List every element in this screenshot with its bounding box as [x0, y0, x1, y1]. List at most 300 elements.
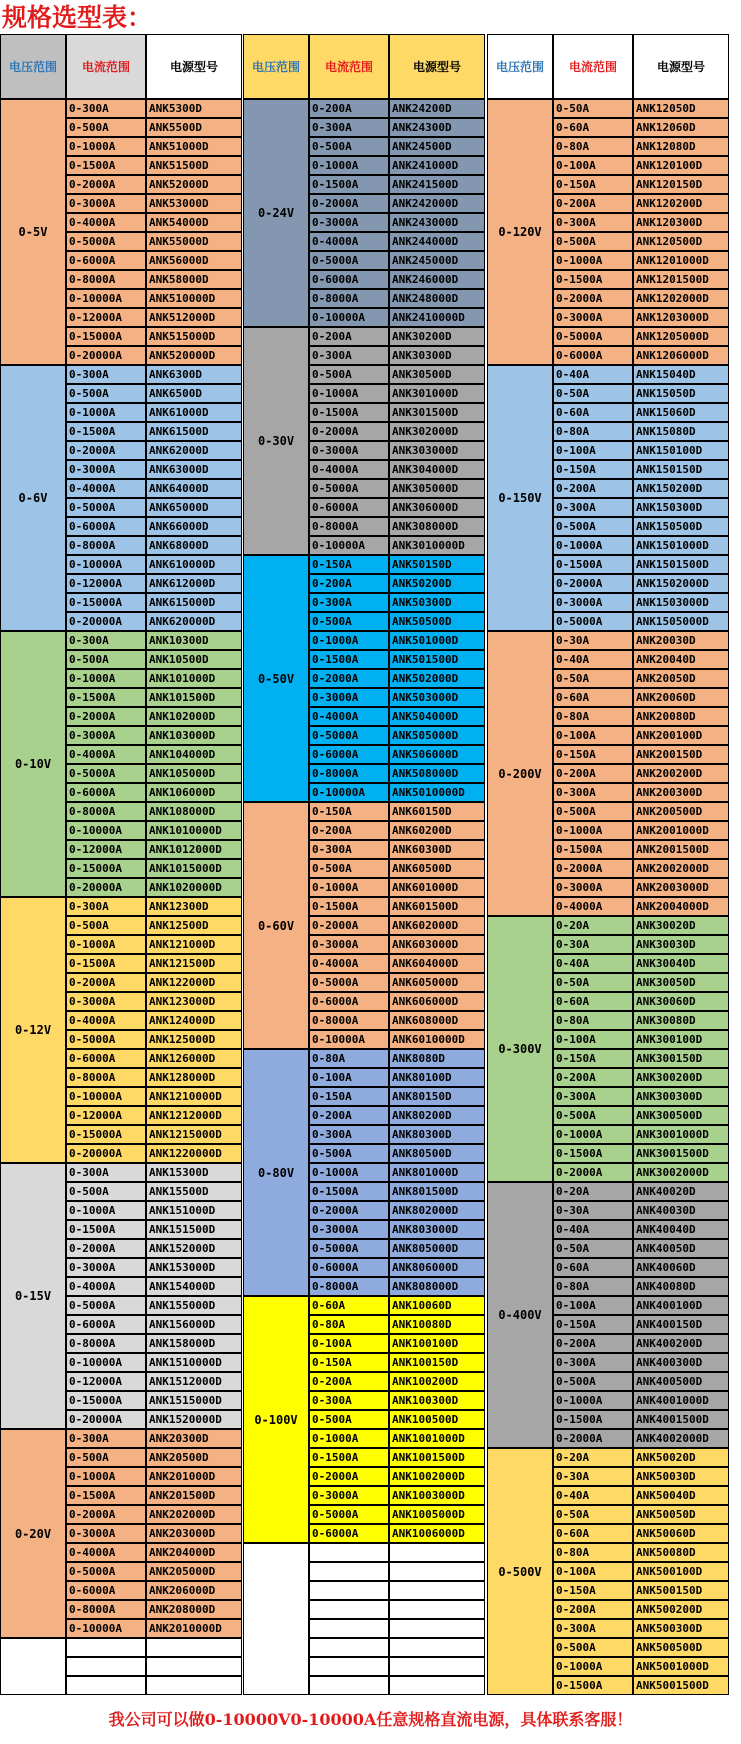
current-range-cell: 0-1000A — [553, 1125, 633, 1144]
current-range-cell: 0-6000A — [66, 1581, 146, 1600]
model-number-cell: ANK40050D — [633, 1239, 729, 1258]
model-number-cell: ANK51000D — [146, 137, 242, 156]
current-range-cell: 0-80A — [309, 1049, 389, 1068]
model-number-cell: ANK203000D — [146, 1524, 242, 1543]
model-number-cell: ANK805000D — [389, 1239, 485, 1258]
current-range-cell: 0-1500A — [309, 650, 389, 669]
current-range-cell: 0-100A — [309, 1334, 389, 1353]
model-number-cell: ANK2010000D — [146, 1619, 242, 1638]
current-range-cell: 0-1500A — [553, 555, 633, 574]
current-range-cell: 0-50A — [553, 973, 633, 992]
current-range-cell: 0-500A — [66, 650, 146, 669]
current-range-cell: 0-4000A — [66, 1011, 146, 1030]
model-number-cell: ANK53000D — [146, 194, 242, 213]
model-number-cell: ANK242000D — [389, 194, 485, 213]
current-range-cell: 0-300A — [553, 213, 633, 232]
current-range-cell: 0-2000A — [66, 175, 146, 194]
model-number-cell: ANK3010000D — [389, 536, 485, 555]
current-range-cell: 0-200A — [309, 821, 389, 840]
model-number-cell: ANK801000D — [389, 1163, 485, 1182]
model-number-cell: ANK8080D — [389, 1049, 485, 1068]
model-number-cell: ANK500200D — [633, 1600, 729, 1619]
current-range-cell: 0-200A — [553, 764, 633, 783]
current-range-cell: 0-12000A — [66, 1106, 146, 1125]
current-range-cell: 0-6000A — [309, 992, 389, 1011]
current-range-cell: 0-300A — [66, 1429, 146, 1448]
model-number-cell: ANK10060D — [389, 1296, 485, 1315]
voltage-range-cell: 0-120V — [487, 99, 553, 365]
current-range-cell: 0-300A — [66, 99, 146, 118]
model-number-cell: ANK1015000D — [146, 859, 242, 878]
current-range-cell: 0-10000A — [66, 1353, 146, 1372]
model-number-cell: ANK248000D — [389, 289, 485, 308]
voltage-range-cell: 0-10V — [0, 631, 66, 897]
current-range-cell: 0-4000A — [66, 1543, 146, 1562]
current-range-cell: 0-150A — [553, 175, 633, 194]
model-number-cell: ANK15040D — [633, 365, 729, 384]
model-number-cell: ANK604000D — [389, 954, 485, 973]
model-number-cell: ANK515000D — [146, 327, 242, 346]
current-range-cell: 0-80A — [309, 1315, 389, 1334]
current-range-cell: 0-20000A — [66, 612, 146, 631]
model-number-cell: ANK50020D — [633, 1448, 729, 1467]
current-range-cell: 0-500A — [309, 365, 389, 384]
current-range-cell: 0-500A — [309, 1410, 389, 1429]
current-range-cell: 0-4000A — [309, 707, 389, 726]
current-range-cell: 0-8000A — [66, 802, 146, 821]
model-number-cell: ANK806000D — [389, 1258, 485, 1277]
model-number-cell: ANK121000D — [146, 935, 242, 954]
model-number-cell: ANK64000D — [146, 479, 242, 498]
model-number-cell: ANK200500D — [633, 802, 729, 821]
current-range-cell: 0-60A — [553, 688, 633, 707]
model-number-cell: ANK1201500D — [633, 270, 729, 289]
current-range-cell: 0-200A — [309, 1106, 389, 1125]
voltage-range-cell: 0-60V — [243, 802, 309, 1049]
current-range-cell — [309, 1562, 389, 1581]
current-range-cell: 0-200A — [553, 194, 633, 213]
current-range-cell: 0-30A — [553, 1201, 633, 1220]
model-number-cell: ANK1006000D — [389, 1524, 485, 1543]
current-range-cell: 0-1000A — [309, 1429, 389, 1448]
model-number-cell: ANK504000D — [389, 707, 485, 726]
model-number-cell: ANK2001000D — [633, 821, 729, 840]
model-number-cell: ANK4001000D — [633, 1391, 729, 1410]
voltage-range-cell: 0-100V — [243, 1296, 309, 1543]
current-range-cell: 0-8000A — [309, 1011, 389, 1030]
model-number-cell: ANK50080D — [633, 1543, 729, 1562]
model-number-cell: ANK300200D — [633, 1068, 729, 1087]
model-number-cell: ANK30060D — [633, 992, 729, 1011]
current-range-cell: 0-500A — [309, 1144, 389, 1163]
current-range-cell: 0-50A — [553, 1505, 633, 1524]
current-range-cell: 0-300A — [553, 1087, 633, 1106]
current-range-cell: 0-1000A — [66, 935, 146, 954]
model-number-cell: ANK1206000D — [633, 346, 729, 365]
current-range-cell: 0-1500A — [66, 1486, 146, 1505]
model-number-cell: ANK6010000D — [389, 1030, 485, 1049]
current-range-cell: 0-5000A — [309, 1505, 389, 1524]
current-range-cell: 0-100A — [553, 1296, 633, 1315]
model-number-cell: ANK80300D — [389, 1125, 485, 1144]
current-range-cell: 0-5000A — [309, 479, 389, 498]
current-range-cell: 0-300A — [309, 346, 389, 365]
model-number-cell: ANK512000D — [146, 308, 242, 327]
current-range-cell: 0-2000A — [309, 669, 389, 688]
current-range-cell: 0-12000A — [66, 574, 146, 593]
model-number-cell: ANK6500D — [146, 384, 242, 403]
current-range-cell: 0-1500A — [66, 1220, 146, 1239]
current-range-cell: 0-10000A — [66, 1619, 146, 1638]
current-range-cell: 0-6000A — [309, 498, 389, 517]
model-number-cell: ANK100200D — [389, 1372, 485, 1391]
model-number-cell: ANK103000D — [146, 726, 242, 745]
model-number-cell: ANK80500D — [389, 1144, 485, 1163]
model-number-cell: ANK1501500D — [633, 555, 729, 574]
current-range-cell: 0-1000A — [553, 1391, 633, 1410]
current-range-cell: 0-6000A — [66, 517, 146, 536]
current-range-cell: 0-40A — [553, 1486, 633, 1505]
model-number-cell: ANK12300D — [146, 897, 242, 916]
current-range-cell: 0-6000A — [66, 783, 146, 802]
current-range-cell — [66, 1657, 146, 1676]
current-range-cell: 0-5000A — [309, 1239, 389, 1258]
model-number-cell: ANK40030D — [633, 1201, 729, 1220]
current-range-cell: 0-80A — [553, 707, 633, 726]
current-range-cell: 0-1500A — [309, 1448, 389, 1467]
model-number-cell: ANK802000D — [389, 1201, 485, 1220]
header-voltage: 电压范围 — [0, 34, 66, 99]
current-range-cell: 0-20A — [553, 916, 633, 935]
model-number-cell: ANK400500D — [633, 1372, 729, 1391]
current-range-cell: 0-200A — [309, 574, 389, 593]
current-range-cell: 0-6000A — [553, 346, 633, 365]
model-number-cell: ANK1001500D — [389, 1448, 485, 1467]
model-number-cell: ANK502000D — [389, 669, 485, 688]
model-number-cell: ANK20040D — [633, 650, 729, 669]
model-number-cell: ANK201000D — [146, 1467, 242, 1486]
model-number-cell: ANK501500D — [389, 650, 485, 669]
model-number-cell: ANK12500D — [146, 916, 242, 935]
current-range-cell: 0-8000A — [309, 517, 389, 536]
current-range-cell: 0-2000A — [553, 574, 633, 593]
model-number-cell: ANK244000D — [389, 232, 485, 251]
current-range-cell: 0-60A — [553, 992, 633, 1011]
voltage-range-cell: 0-12V — [0, 897, 66, 1163]
current-range-cell: 0-15000A — [66, 593, 146, 612]
current-range-cell: 0-1500A — [66, 156, 146, 175]
current-range-cell: 0-10000A — [309, 308, 389, 327]
current-range-cell: 0-200A — [309, 99, 389, 118]
model-number-cell: ANK1512000D — [146, 1372, 242, 1391]
current-range-cell: 0-500A — [66, 118, 146, 137]
current-range-cell: 0-1500A — [309, 403, 389, 422]
model-number-cell: ANK50030D — [633, 1467, 729, 1486]
model-number-cell: ANK246000D — [389, 270, 485, 289]
model-number-cell: ANK151500D — [146, 1220, 242, 1239]
current-range-cell: 0-1000A — [66, 1467, 146, 1486]
current-range-cell: 0-3000A — [66, 1258, 146, 1277]
model-number-cell: ANK40020D — [633, 1182, 729, 1201]
model-number-cell: ANK123000D — [146, 992, 242, 1011]
current-range-cell: 0-3000A — [309, 935, 389, 954]
model-number-cell: ANK155000D — [146, 1296, 242, 1315]
model-number-cell: ANK58000D — [146, 270, 242, 289]
current-range-cell: 0-2000A — [66, 1505, 146, 1524]
model-number-cell: ANK3001000D — [633, 1125, 729, 1144]
model-number-cell: ANK2002000D — [633, 859, 729, 878]
current-range-cell: 0-5000A — [309, 251, 389, 270]
current-range-cell: 0-150A — [553, 460, 633, 479]
current-range-cell: 0-100A — [553, 726, 633, 745]
model-number-cell: ANK151000D — [146, 1201, 242, 1220]
current-range-cell: 0-8000A — [66, 536, 146, 555]
model-number-cell: ANK20030D — [633, 631, 729, 650]
voltage-range-cell — [0, 1638, 66, 1695]
model-number-cell: ANK30050D — [633, 973, 729, 992]
current-range-cell: 0-1500A — [309, 1182, 389, 1201]
model-number-cell: ANK150200D — [633, 479, 729, 498]
current-range-cell: 0-15000A — [66, 1125, 146, 1144]
current-range-cell: 0-500A — [66, 1448, 146, 1467]
current-range-cell: 0-300A — [309, 1125, 389, 1144]
current-range-cell: 0-1000A — [553, 536, 633, 555]
model-number-cell: ANK5300D — [146, 99, 242, 118]
current-range-cell: 0-8000A — [66, 1600, 146, 1619]
current-range-cell: 0-6000A — [309, 1258, 389, 1277]
current-range-cell: 0-3000A — [66, 1524, 146, 1543]
model-number-cell: ANK60500D — [389, 859, 485, 878]
current-range-cell: 0-300A — [309, 840, 389, 859]
current-range-cell: 0-60A — [553, 403, 633, 422]
model-number-cell: ANK52000D — [146, 175, 242, 194]
model-number-cell: ANK1010000D — [146, 821, 242, 840]
current-range-cell: 0-1500A — [553, 1410, 633, 1429]
model-number-cell: ANK1210000D — [146, 1087, 242, 1106]
model-number-cell: ANK150100D — [633, 441, 729, 460]
current-range-cell: 0-40A — [553, 365, 633, 384]
model-number-cell: ANK68000D — [146, 536, 242, 555]
current-range-cell: 0-4000A — [66, 745, 146, 764]
current-range-cell: 0-3000A — [66, 460, 146, 479]
current-range-cell: 0-12000A — [66, 1372, 146, 1391]
model-number-cell: ANK1212000D — [146, 1106, 242, 1125]
model-number-cell: ANK10500D — [146, 650, 242, 669]
model-number-cell: ANK30020D — [633, 916, 729, 935]
current-range-cell: 0-1000A — [553, 821, 633, 840]
current-range-cell: 0-60A — [553, 118, 633, 137]
current-range-cell: 0-20A — [553, 1182, 633, 1201]
model-number-cell: ANK602000D — [389, 916, 485, 935]
current-range-cell: 0-3000A — [553, 878, 633, 897]
current-range-cell: 0-10000A — [309, 1030, 389, 1049]
model-number-cell: ANK200200D — [633, 764, 729, 783]
current-range-cell: 0-300A — [309, 118, 389, 137]
model-number-cell: ANK65000D — [146, 498, 242, 517]
current-range-cell: 0-10000A — [66, 555, 146, 574]
model-number-cell: ANK80200D — [389, 1106, 485, 1125]
footer-note: 我公司可以做0-10000V0-10000A任意规格直流电源，具体联系客服！ — [108, 1709, 633, 1729]
current-range-cell: 0-300A — [553, 1353, 633, 1372]
model-number-cell: ANK1502000D — [633, 574, 729, 593]
current-range-cell: 0-4000A — [66, 213, 146, 232]
current-range-cell: 0-60A — [309, 1296, 389, 1315]
model-number-cell: ANK100150D — [389, 1353, 485, 1372]
model-number-cell: ANK305000D — [389, 479, 485, 498]
model-number-cell: ANK20060D — [633, 688, 729, 707]
model-number-cell: ANK51500D — [146, 156, 242, 175]
model-number-cell: ANK302000D — [389, 422, 485, 441]
header-model: 电源型号 — [146, 34, 242, 99]
current-range-cell: 0-15000A — [66, 1391, 146, 1410]
model-number-cell: ANK62000D — [146, 441, 242, 460]
voltage-range-cell: 0-15V — [0, 1163, 66, 1429]
current-range-cell: 0-10000A — [66, 821, 146, 840]
model-number-cell: ANK400100D — [633, 1296, 729, 1315]
model-number-cell: ANK80100D — [389, 1068, 485, 1087]
voltage-range-cell: 0-400V — [487, 1182, 553, 1448]
model-number-cell: ANK1503000D — [633, 593, 729, 612]
model-number-cell: ANK5500D — [146, 118, 242, 137]
model-number-cell: ANK500300D — [633, 1619, 729, 1638]
model-number-cell: ANK601500D — [389, 897, 485, 916]
model-number-cell: ANK1003000D — [389, 1486, 485, 1505]
model-number-cell: ANK128000D — [146, 1068, 242, 1087]
voltage-range-cell: 0-50V — [243, 555, 309, 802]
model-number-cell: ANK54000D — [146, 213, 242, 232]
current-range-cell: 0-100A — [553, 156, 633, 175]
model-number-cell: ANK205000D — [146, 1562, 242, 1581]
current-range-cell: 0-2000A — [66, 707, 146, 726]
current-range-cell: 0-30A — [553, 631, 633, 650]
current-range-cell: 0-8000A — [66, 270, 146, 289]
current-range-cell: 0-4000A — [66, 479, 146, 498]
model-number-cell — [389, 1638, 485, 1657]
model-number-cell: ANK120300D — [633, 213, 729, 232]
current-range-cell: 0-2000A — [309, 916, 389, 935]
current-range-cell: 0-150A — [553, 1581, 633, 1600]
model-number-cell: ANK245000D — [389, 251, 485, 270]
current-range-cell: 0-200A — [553, 1600, 633, 1619]
header-model: 电源型号 — [389, 34, 485, 99]
current-range-cell: 0-50A — [553, 99, 633, 118]
current-range-cell: 0-300A — [66, 631, 146, 650]
model-number-cell: ANK15060D — [633, 403, 729, 422]
current-range-cell: 0-150A — [309, 802, 389, 821]
model-number-cell: ANK101500D — [146, 688, 242, 707]
current-range-cell: 0-40A — [553, 954, 633, 973]
current-range-cell — [309, 1600, 389, 1619]
model-number-cell: ANK10080D — [389, 1315, 485, 1334]
current-range-cell: 0-1500A — [309, 175, 389, 194]
current-range-cell: 0-300A — [66, 897, 146, 916]
current-range-cell: 0-12000A — [66, 840, 146, 859]
model-number-cell: ANK304000D — [389, 460, 485, 479]
model-number-cell: ANK201500D — [146, 1486, 242, 1505]
model-number-cell: ANK1203000D — [633, 308, 729, 327]
voltage-range-cell: 0-500V — [487, 1448, 553, 1695]
current-range-cell: 0-1000A — [309, 631, 389, 650]
current-range-cell: 0-8000A — [66, 1068, 146, 1087]
current-range-cell: 0-3000A — [66, 992, 146, 1011]
voltage-range-cell: 0-300V — [487, 916, 553, 1182]
model-number-cell: ANK508000D — [389, 764, 485, 783]
current-range-cell: 0-80A — [553, 422, 633, 441]
model-number-cell: ANK100100D — [389, 1334, 485, 1353]
model-number-cell: ANK120150D — [633, 175, 729, 194]
current-range-cell: 0-5000A — [66, 764, 146, 783]
current-range-cell: 0-50A — [553, 669, 633, 688]
current-range-cell: 0-1000A — [309, 878, 389, 897]
model-number-cell: ANK120100D — [633, 156, 729, 175]
current-range-cell: 0-80A — [553, 1277, 633, 1296]
model-number-cell: ANK204000D — [146, 1543, 242, 1562]
model-number-cell: ANK1012000D — [146, 840, 242, 859]
current-range-cell: 0-6000A — [66, 1315, 146, 1334]
current-range-cell: 0-300A — [553, 498, 633, 517]
current-range-cell: 0-300A — [66, 365, 146, 384]
model-number-cell: ANK124000D — [146, 1011, 242, 1030]
current-range-cell: 0-80A — [553, 1011, 633, 1030]
model-number-cell: ANK301500D — [389, 403, 485, 422]
model-number-cell: ANK241000D — [389, 156, 485, 175]
current-range-cell: 0-20000A — [66, 1410, 146, 1429]
model-number-cell: ANK126000D — [146, 1049, 242, 1068]
current-range-cell — [309, 1657, 389, 1676]
voltage-range-cell: 0-200V — [487, 631, 553, 916]
model-number-cell: ANK300300D — [633, 1087, 729, 1106]
model-number-cell: ANK24200D — [389, 99, 485, 118]
current-range-cell: 0-20000A — [66, 878, 146, 897]
current-range-cell: 0-6000A — [309, 745, 389, 764]
current-range-cell: 0-15000A — [66, 327, 146, 346]
model-number-cell: ANK12080D — [633, 137, 729, 156]
model-number-cell: ANK1215000D — [146, 1125, 242, 1144]
current-range-cell: 0-1000A — [553, 1657, 633, 1676]
current-range-cell: 0-2000A — [309, 1201, 389, 1220]
current-range-cell: 0-3000A — [553, 308, 633, 327]
model-number-cell: ANK63000D — [146, 460, 242, 479]
model-number-cell: ANK1501000D — [633, 536, 729, 555]
current-range-cell: 0-8000A — [309, 764, 389, 783]
current-range-cell: 0-4000A — [309, 232, 389, 251]
current-range-cell: 0-300A — [309, 1391, 389, 1410]
current-range-cell: 0-500A — [66, 1182, 146, 1201]
current-range-cell: 0-200A — [309, 1372, 389, 1391]
current-range-cell: 0-6000A — [309, 1524, 389, 1543]
model-number-cell: ANK50050D — [633, 1505, 729, 1524]
page-title: 规格选型表： — [2, 3, 153, 32]
model-number-cell: ANK50200D — [389, 574, 485, 593]
model-number-cell: ANK610000D — [146, 555, 242, 574]
current-range-cell: 0-1500A — [553, 1676, 633, 1695]
model-number-cell: ANK20050D — [633, 669, 729, 688]
current-range-cell: 0-3000A — [309, 213, 389, 232]
header-current: 电流范围 — [553, 34, 633, 99]
model-number-cell: ANK1005000D — [389, 1505, 485, 1524]
current-range-cell: 0-20A — [553, 1448, 633, 1467]
current-range-cell: 0-1500A — [66, 954, 146, 973]
model-number-cell: ANK120500D — [633, 232, 729, 251]
voltage-range-cell — [243, 1543, 309, 1695]
model-number-cell: ANK120200D — [633, 194, 729, 213]
model-number-cell: ANK1205000D — [633, 327, 729, 346]
model-number-cell: ANK6300D — [146, 365, 242, 384]
voltage-range-cell: 0-20V — [0, 1429, 66, 1638]
current-range-cell — [66, 1638, 146, 1657]
current-range-cell: 0-1500A — [66, 688, 146, 707]
current-range-cell: 0-30A — [553, 935, 633, 954]
